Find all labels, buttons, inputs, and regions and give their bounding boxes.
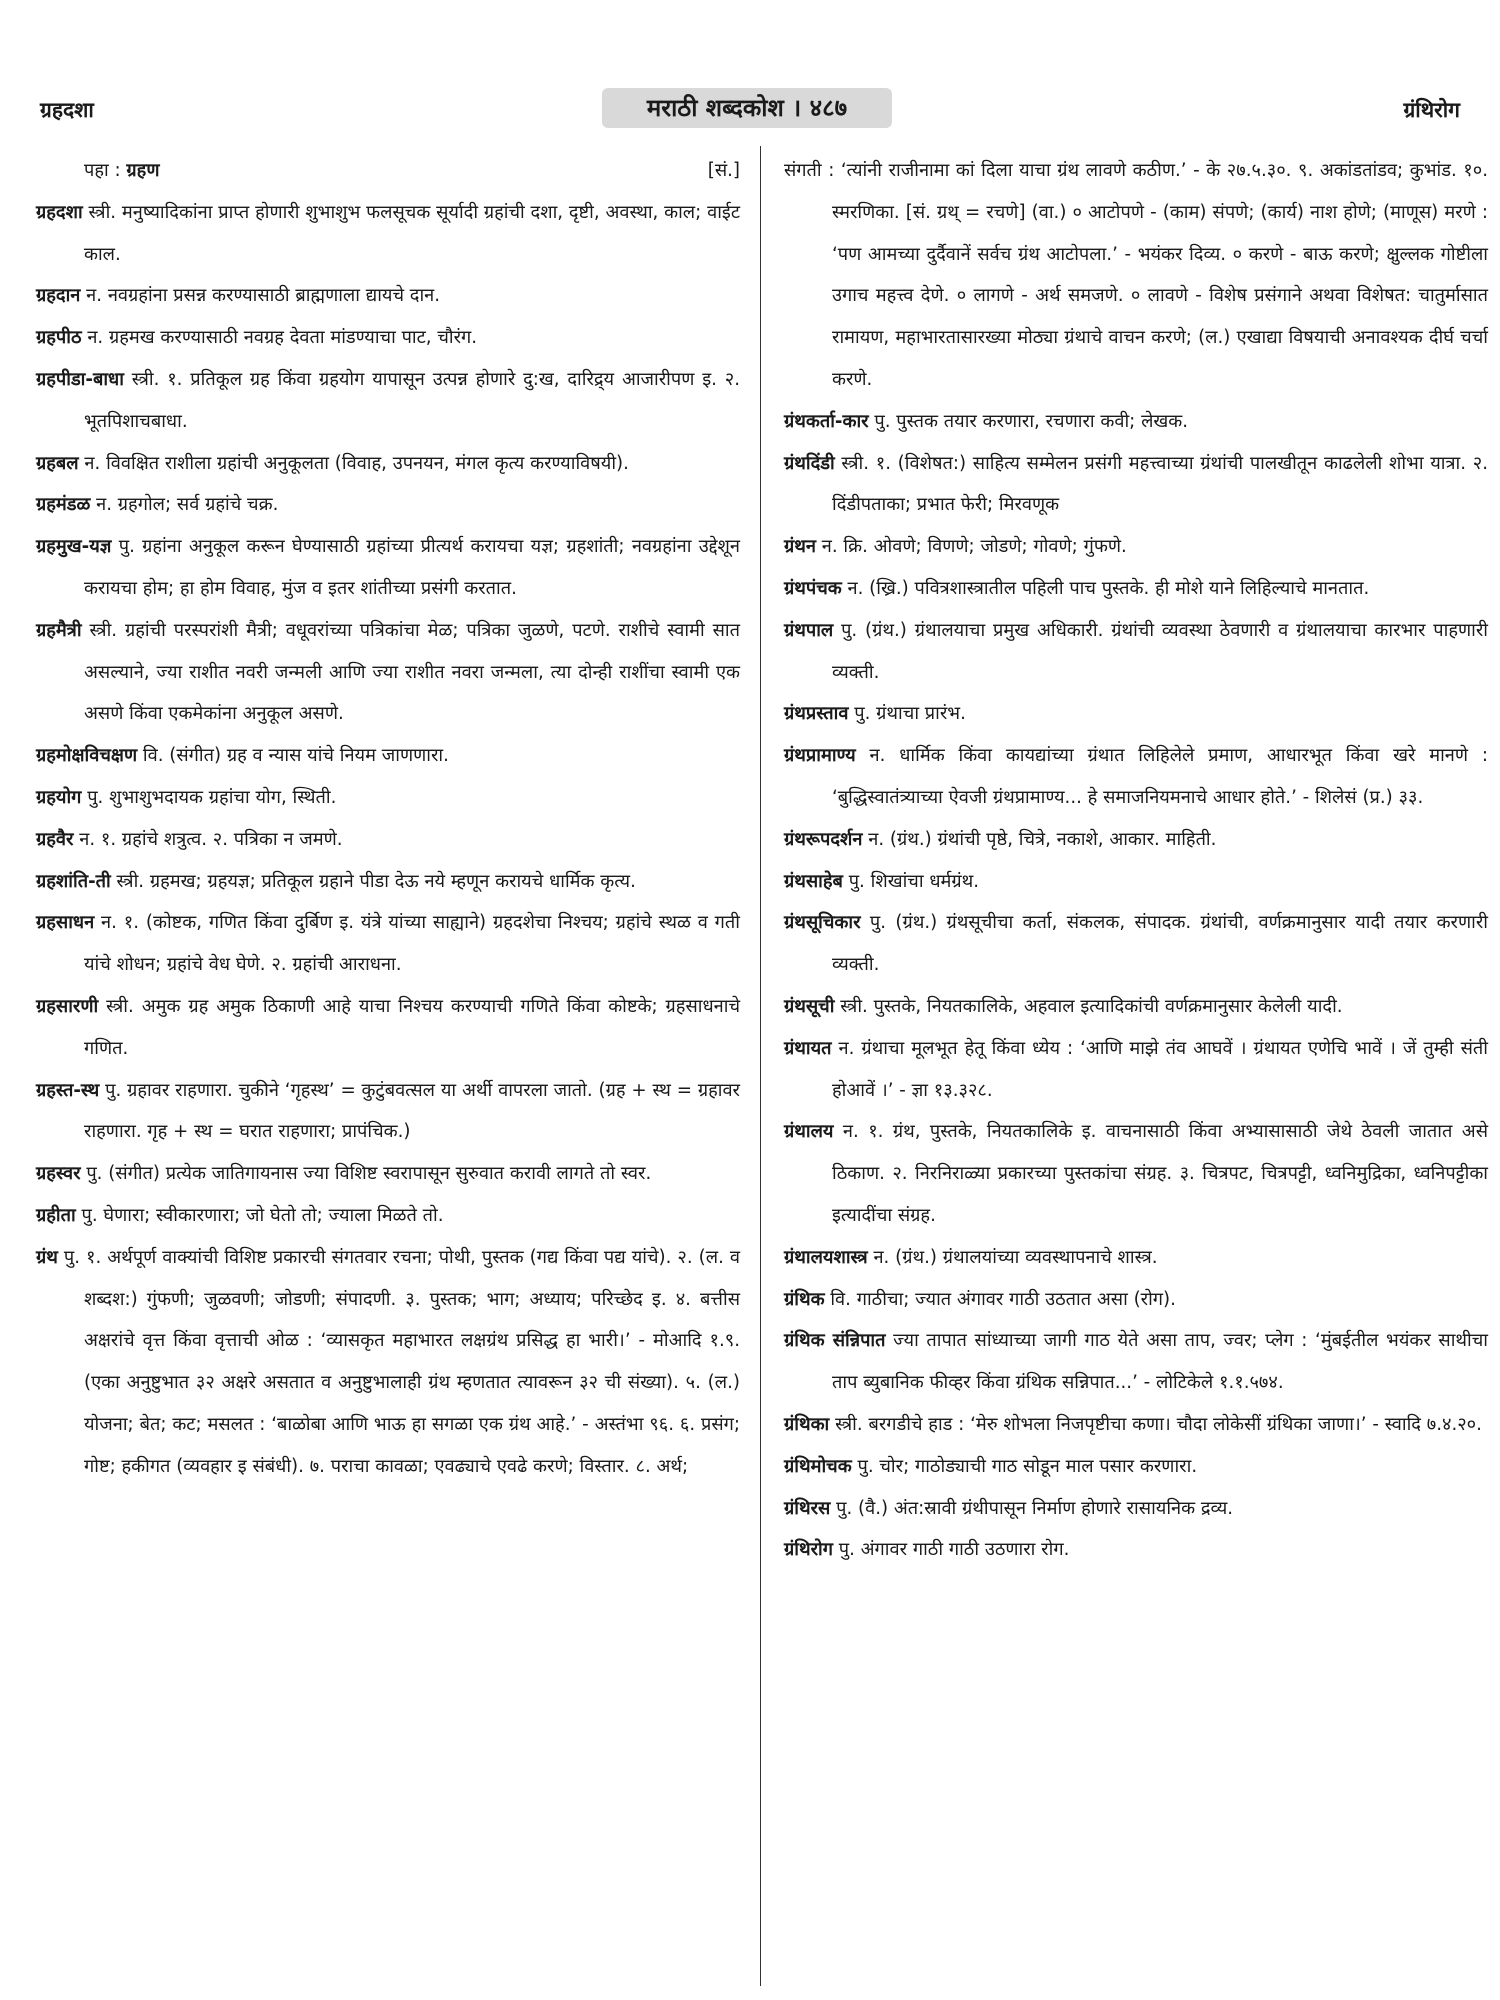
page-header xyxy=(0,88,1500,132)
entry-definition: स्त्री. १. प्रतिकूल ग्रह किंवा ग्रहयोग यापासून उत्पन्न होणारे दु:ख, दारिद्र्य आजारीपण इ. २. भूतपिशाचबाधा. xyxy=(84,368,740,432)
column-divider xyxy=(760,146,761,1986)
dictionary-entry xyxy=(36,861,740,903)
entry-headword: ग्रंथसाहेब xyxy=(784,870,843,892)
entry-headword: ग्रंथालयशास्त्र xyxy=(784,1246,868,1268)
entry-definition: न. ग्रहमख करण्यासाठी नवग्रह देवता मांडण्याचा पाट, चौरंग. xyxy=(81,327,478,349)
entry-definition: न. धार्मिक किंवा कायद्यांच्या ग्रंथात लिहिलेले प्रमाण, आधारभूत किंवा खरे मानणे : ‘बुद्धिस्वातंत्र्याच्या ऐवजी ग्रंथप्रामाण्य... हे समाजनियमनाचे आधार होते.’ - शिलेसं (प्र.) ३३. xyxy=(832,745,1488,808)
entry-headword: ग्रहसाधन xyxy=(36,912,95,934)
entry-definition: न. विवक्षित राशीला ग्रहांची अनुकूलता (विवाह, उपनयन, मंगल कृत्य करण्याविषयी). xyxy=(78,452,629,474)
dictionary-entry xyxy=(784,610,1488,694)
dictionary-entry xyxy=(36,359,740,443)
continuation-text: संगती : ‘त्यांनी राजीनामा कां दिला याचा ग्रंथ लावणे कठीण.’ - के २७.५.३०. ९. अकांडतांडव; कुभांड. १०. स्मरणिका. [सं. ग्रथ् = रचणे] (वा.) ० आटोपणे - (काम) संपणे; (कार्य) नाश होणे; (माणूस) मरणे : ‘पण आमच्या दुर्दैवानें सर्वच ग्रंथ आटोपला.’ - भयंकर दिव्य. ० करणे - बाऊ करणे; क्षुल्लक गोष्टीला उगाच महत्त्व देणे. ० लागणे - अर्थ समजणे. ० लावणे - विशेष प्रसंगाने अथवा विशेषत: चातुर्मासात रामायण, महाभारतासारख्या मोठ्या ग्रंथाचे वाचन करणे; (ल.) एखाद्या विषयाची अनावश्यक दीर्घ चर्चा करणे. xyxy=(784,160,1488,390)
entry-definition: पु. (ग्रंथ.) ग्रंथालयाचा प्रमुख अधिकारी. ग्रंथांची व्यवस्था ठेवणारी व ग्रंथालयाचा कारभार पाहणारी व्यक्ती. xyxy=(832,619,1488,683)
dictionary-entry xyxy=(36,610,740,735)
entry-headword: ग्रंथप्रस्ताव xyxy=(784,703,849,725)
dictionary-entry xyxy=(36,1237,740,1488)
dictionary-entry xyxy=(784,1446,1488,1488)
dictionary-entry xyxy=(784,735,1488,819)
dictionary-entry xyxy=(36,484,740,526)
continuation-ref: ग्रहण xyxy=(126,160,160,181)
entry-definition: न. क्रि. ओवणे; विणणे; जोडणे; गोवणे; गुंफणे. xyxy=(815,536,1127,558)
etymology-tag: [सं.] xyxy=(707,160,740,181)
dictionary-entry xyxy=(784,1529,1488,1571)
entry-headword: ग्रहस्वर xyxy=(36,1163,81,1185)
entry-headword: ग्रहपीडा-बाधा xyxy=(36,368,124,390)
dictionary-entry xyxy=(784,861,1488,903)
entry-headword: ग्रहशांति-ती xyxy=(36,870,111,892)
dictionary-entry xyxy=(784,401,1488,443)
entry-definition: पु. (वै.) अंत:स्रावी ग्रंथीपासून निर्माण होणारे रासायनिक द्रव्य. xyxy=(830,1497,1234,1519)
entry-headword: ग्रंथन xyxy=(784,536,816,558)
entry-definition: ज्या तापात सांध्याच्या जागी गाठ येते असा ताप, ज्वर; प्लेग : ‘मुंबईतील भयंकर साथीचा ताप ब्युबानिक फीव्हर किंवा ग्रंथिक सन्निपात...’ - लोटिकेले १.१.५७४. xyxy=(832,1330,1488,1394)
entry-definition: पु. घेणारा; स्वीकारणारा; जो घेतो तो; ज्याला मिळते तो. xyxy=(75,1204,444,1226)
entry-definition: न. १. (कोष्टक, गणित किंवा दुर्बिण इ. यंत्रे यांच्या साह्याने) ग्रहदशेचा निश्चय; ग्रहांचे स्थळ व गती यांचे शोधन; ग्रहांचे वेध घेणे. २. ग्रहांची आराधना. xyxy=(84,912,740,976)
entry-headword: ग्रंथालय xyxy=(784,1121,834,1143)
entry-definition: पु. १. अर्थपूर्ण वाक्यांची विशिष्ट प्रकारची संगतवार रचना; पोथी, पुस्तक (गद्य किंवा पद्य यांचे). २. (ल. व शब्दश:) गुंफणी; जुळवणी; जोडणी; संपादणी. ३. पुस्तक; भाग; अध्याय; परिच्छेद इ. ४. बत्तीस अक्षरांचे वृत्त किंवा वृत्ताची ओळ : ‘व्यासकृत महाभारत लक्षग्रंथ प्रसिद्ध हा भारी।’ - मोआदि १.९. (एका अनुष्टुभात ३२ अक्षरे असतात व अनुष्टुभालाही ग्रंथ म्हणतात त्यावरून ३२ ची संख्या). ५. (ल.) योजना; बेत; कट; मसलत : ‘बाळोबा आणि भाऊ हा सगळा एक ग्रंथ आहे.’ - अस्तंभा ९६. ६. प्रसंग; गोष्ट; हकीगत (व्यवहार इ संबंधी). ७. पराचा कावळा; एवढ्याचे एवढे करणे; विस्तार. ८. अर्थ; xyxy=(57,1246,740,1477)
dictionary-entry xyxy=(784,1404,1488,1446)
entry-definition: पु. (संगीत) प्रत्येक जातिगायनास ज्या विशिष्ट स्वरापासून सुरुवात करावी लागते तो स्वर. xyxy=(80,1163,652,1185)
entry-definition: स्त्री. बरगडीचे हाड : ‘मेरु शोभला निजपृष्टीचा कणा। चौदा लोकेसीं ग्रंथिका जाणा।’ - स्वादि ७.४.२०. xyxy=(829,1413,1482,1435)
entry-definition: स्त्री. ग्रहमख; ग्रहयज्ञ; प्रतिकूल ग्रहाने पीडा देऊ नये म्हणून करायचे धार्मिक कृत्य. xyxy=(110,870,636,892)
dictionary-entry xyxy=(784,568,1488,610)
entry-definition: न. नवग्रहांना प्रसन्न करण्यासाठी ब्राह्मणाला द्यायचे दान. xyxy=(80,285,441,307)
running-head-right: ग्रंथिरोग xyxy=(1403,98,1460,122)
entry-definition: पु. शिखांचा धर्मग्रंथ. xyxy=(842,870,980,892)
entry-headword: ग्रहसारणी xyxy=(36,995,99,1017)
dictionary-entry xyxy=(36,819,740,861)
right-column xyxy=(784,150,1488,1571)
dictionary-entry xyxy=(36,986,740,1070)
entry-headword: ग्रहयोग xyxy=(36,786,82,808)
entry-definition: पु. शुभाशुभदायक ग्रहांचा योग, स्थिती. xyxy=(81,786,337,808)
dictionary-entry xyxy=(784,1237,1488,1279)
entry-definition: न. ग्रहगोल; सर्व ग्रहांचे चक्र. xyxy=(90,494,279,516)
dictionary-entry xyxy=(784,443,1488,527)
entry-headword: ग्रंथिरोग xyxy=(784,1539,833,1561)
entry-headword: ग्रंथपंचक xyxy=(784,577,842,599)
entry-headword: ग्रंथसूची xyxy=(784,995,835,1017)
entry-headword: ग्रहपीठ xyxy=(36,327,82,349)
entry-definition: स्त्री. मनुष्यादिकांना प्राप्त होणारी शुभाशुभ फलसूचक सूर्यादी ग्रहांची दशा, दृष्टी, अवस्था, काल; वाईट काल. xyxy=(82,201,740,265)
entry-headword: ग्रंथप्रामाण्य xyxy=(784,745,856,767)
dictionary-entry xyxy=(36,443,740,485)
entry-headword: ग्रंथिरस xyxy=(784,1497,831,1519)
dictionary-entry xyxy=(36,275,740,317)
entry-headword: ग्रहमैत्री xyxy=(36,619,82,641)
dictionary-entry xyxy=(784,1488,1488,1530)
dictionary-entry xyxy=(784,1320,1488,1404)
entry-headword: ग्रहवैर xyxy=(36,828,74,850)
entry-definition: न. १. ग्रंथ, पुस्तके, नियतकालिके इ. वाचनासाठी किंवा अभ्यासासाठी जेथे ठेवली जातात असे ठिकाण. २. निरनिराळ्या प्रकारच्या पुस्तकांचा संग्रह. ३. चित्रपट, चित्रपट्टी, ध्वनिमुद्रिका, ध्वनिपट्टीका इत्यादींचा संग्रह. xyxy=(832,1121,1488,1226)
dictionary-entry xyxy=(36,1153,740,1195)
entry-headword: ग्रहमंडळ xyxy=(36,494,91,516)
dictionary-entry xyxy=(36,902,740,986)
continuation-prefix: पहा : xyxy=(84,160,121,181)
dictionary-entry xyxy=(36,1195,740,1237)
entry-headword: ग्रहस्त-स्थ xyxy=(36,1079,100,1101)
entry-headword: ग्रंथिका xyxy=(784,1413,830,1435)
dictionary-entry xyxy=(784,1111,1488,1236)
continuation-line xyxy=(36,150,740,192)
entry-headword: ग्रहदशा xyxy=(36,201,83,223)
dictionary-entry xyxy=(784,902,1488,986)
entry-definition: स्त्री. पुस्तके, नियतकालिके, अहवाल इत्यादिकांची वर्णक्रमानुसार केलेली यादी. xyxy=(834,995,1343,1017)
entry-headword: ग्रंथकर्ता-कार xyxy=(784,410,869,432)
entry-definition: स्त्री. ग्रहांची परस्परांशी मैत्री; वधूवरांच्या पत्रिकांचा मेळ; पत्रिका जुळणे, पटणे. राशीचे स्वामी सात असल्याने, ज्या राशीत नवरी जन्मली आणि ज्या राशीत नवरा जन्मला, त्या दोन्ही राशींचा स्वामी एक असणे किंवा एकमेकांना अनुकूल असणे. xyxy=(81,619,740,725)
page-title: मराठी शब्दकोश । ४८७ xyxy=(602,88,892,128)
entry-definition: स्त्री. अमुक ग्रह अमुक ठिकाणी आहे याचा निश्चय करण्याची गणिते किंवा कोष्टके; ग्रहसाधनाचे गणित. xyxy=(84,995,740,1059)
entry-definition: वि. (संगीत) ग्रह व न्यास यांचे नियम जाणणारा. xyxy=(137,745,449,767)
entry-headword: ग्रंथायत xyxy=(784,1037,832,1059)
dictionary-entry xyxy=(36,192,740,276)
entry-headword: ग्रंथपाल xyxy=(784,619,834,641)
entry-headword: ग्रहबल xyxy=(36,452,79,474)
dictionary-entry xyxy=(784,819,1488,861)
entry-headword: ग्रहीता xyxy=(36,1204,76,1226)
entry-headword: ग्रंथसूचिकार xyxy=(784,912,861,934)
entry-headword: ग्रहमुख-यज्ञ xyxy=(36,536,112,558)
running-head-left: ग्रहदशा xyxy=(40,98,94,122)
entry-definition: न. (ग्रंथ.) ग्रंथांची पृष्ठे, चित्रे, नकाशे, आकार. माहिती. xyxy=(862,828,1217,850)
entry-definition: पु. चोर; गाठोड्याची गाठ सोडून माल पसार करणारा. xyxy=(851,1455,1198,1477)
entry-definition: पु. ग्रंथाचा प्रारंभ. xyxy=(848,703,966,725)
entry-headword: ग्रंथिमोचक xyxy=(784,1455,852,1477)
entry-headword: ग्रंथरूपदर्शन xyxy=(784,828,863,850)
dictionary-entry xyxy=(784,1279,1488,1321)
entry-definition: पु. ग्रहावर राहणारा. चुकीने ‘गृहस्थ’ = कुटुंबवत्सल या अर्थी वापरला जातो. (ग्रह + स्थ = ग्रहावर राहणारा. गृह + स्थ = घरात राहणारा; प्रापंचिक.) xyxy=(84,1079,740,1143)
left-column xyxy=(36,150,740,1488)
dictionary-entry xyxy=(36,777,740,819)
entry-definition: न. (ख्रि.) पवित्रशास्त्रातील पहिली पाच पुस्तके. ही मोशे याने लिहिल्याचे मानतात. xyxy=(841,577,1370,599)
dictionary-entry xyxy=(36,735,740,777)
dictionary-entry xyxy=(784,1028,1488,1112)
entry-definition: न. ग्रंथाचा मूलभूत हेतू किंवा ध्येय : ‘आणि माझे तंव आघवें । ग्रंथायत एणेचि भावें । जें तुम्ही संती होआवें ।’ - ज्ञा १३.३२८. xyxy=(831,1037,1488,1101)
dictionary-entry xyxy=(784,526,1488,568)
dictionary-entry xyxy=(36,1070,740,1154)
entry-headword: ग्रंथ xyxy=(36,1246,58,1268)
entry-headword: ग्रंथिक xyxy=(784,1288,825,1310)
entry-definition: स्त्री. १. (विशेषत:) साहित्य सम्मेलन प्रसंगी महत्त्वाच्या ग्रंथांची पालखीतून काढलेली शोभा यात्रा. २. दिंडीपताका; प्रभात फेरी; मिरवणूक xyxy=(832,452,1488,516)
entry-definition: न. १. ग्रहांचे शत्रुत्व. २. पत्रिका न जमणे. xyxy=(73,828,343,850)
dictionary-entry xyxy=(784,693,1488,735)
entry-headword: ग्रहदान xyxy=(36,285,81,307)
entry-definition: न. (ग्रंथ.) ग्रंथालयांच्या व्यवस्थापनाचे शास्त्र. xyxy=(867,1246,1158,1268)
entry-definition: पु. अंगावर गाठी गाठी उठणारा रोग. xyxy=(832,1539,1070,1561)
dictionary-entry xyxy=(784,986,1488,1028)
entry-headword: ग्रंथिक संन्निपात xyxy=(784,1330,886,1352)
entry-headword: ग्रहमोक्षविचक्षण xyxy=(36,745,138,767)
entry-definition: पु. पुस्तक तयार करणारा, रचणारा कवी; लेखक. xyxy=(868,410,1189,432)
dictionary-entry xyxy=(36,317,740,359)
entry-definition: वि. गाठीचा; ज्यात अंगावर गाठी उठतात असा (रोग). xyxy=(824,1288,1176,1310)
entry-definition: पु. (ग्रंथ.) ग्रंथसूचीचा कर्ता, संकलक, संपादक. ग्रंथांची, वर्णक्रमानुसार यादी तयार करणारी व्यक्ती. xyxy=(832,912,1488,976)
dictionary-entry xyxy=(36,526,740,610)
entry-definition: पु. ग्रहांना अनुकूल करून घेण्यासाठी ग्रहांच्या प्रीत्यर्थ करायचा यज्ञ; ग्रहशांती; नवग्रहांना उद्देशून करायचा होम; हा होम विवाह, मुंज व इतर शांतीच्या प्रसंगी करतात. xyxy=(84,536,740,599)
entry-headword: ग्रंथदिंडी xyxy=(784,452,835,474)
